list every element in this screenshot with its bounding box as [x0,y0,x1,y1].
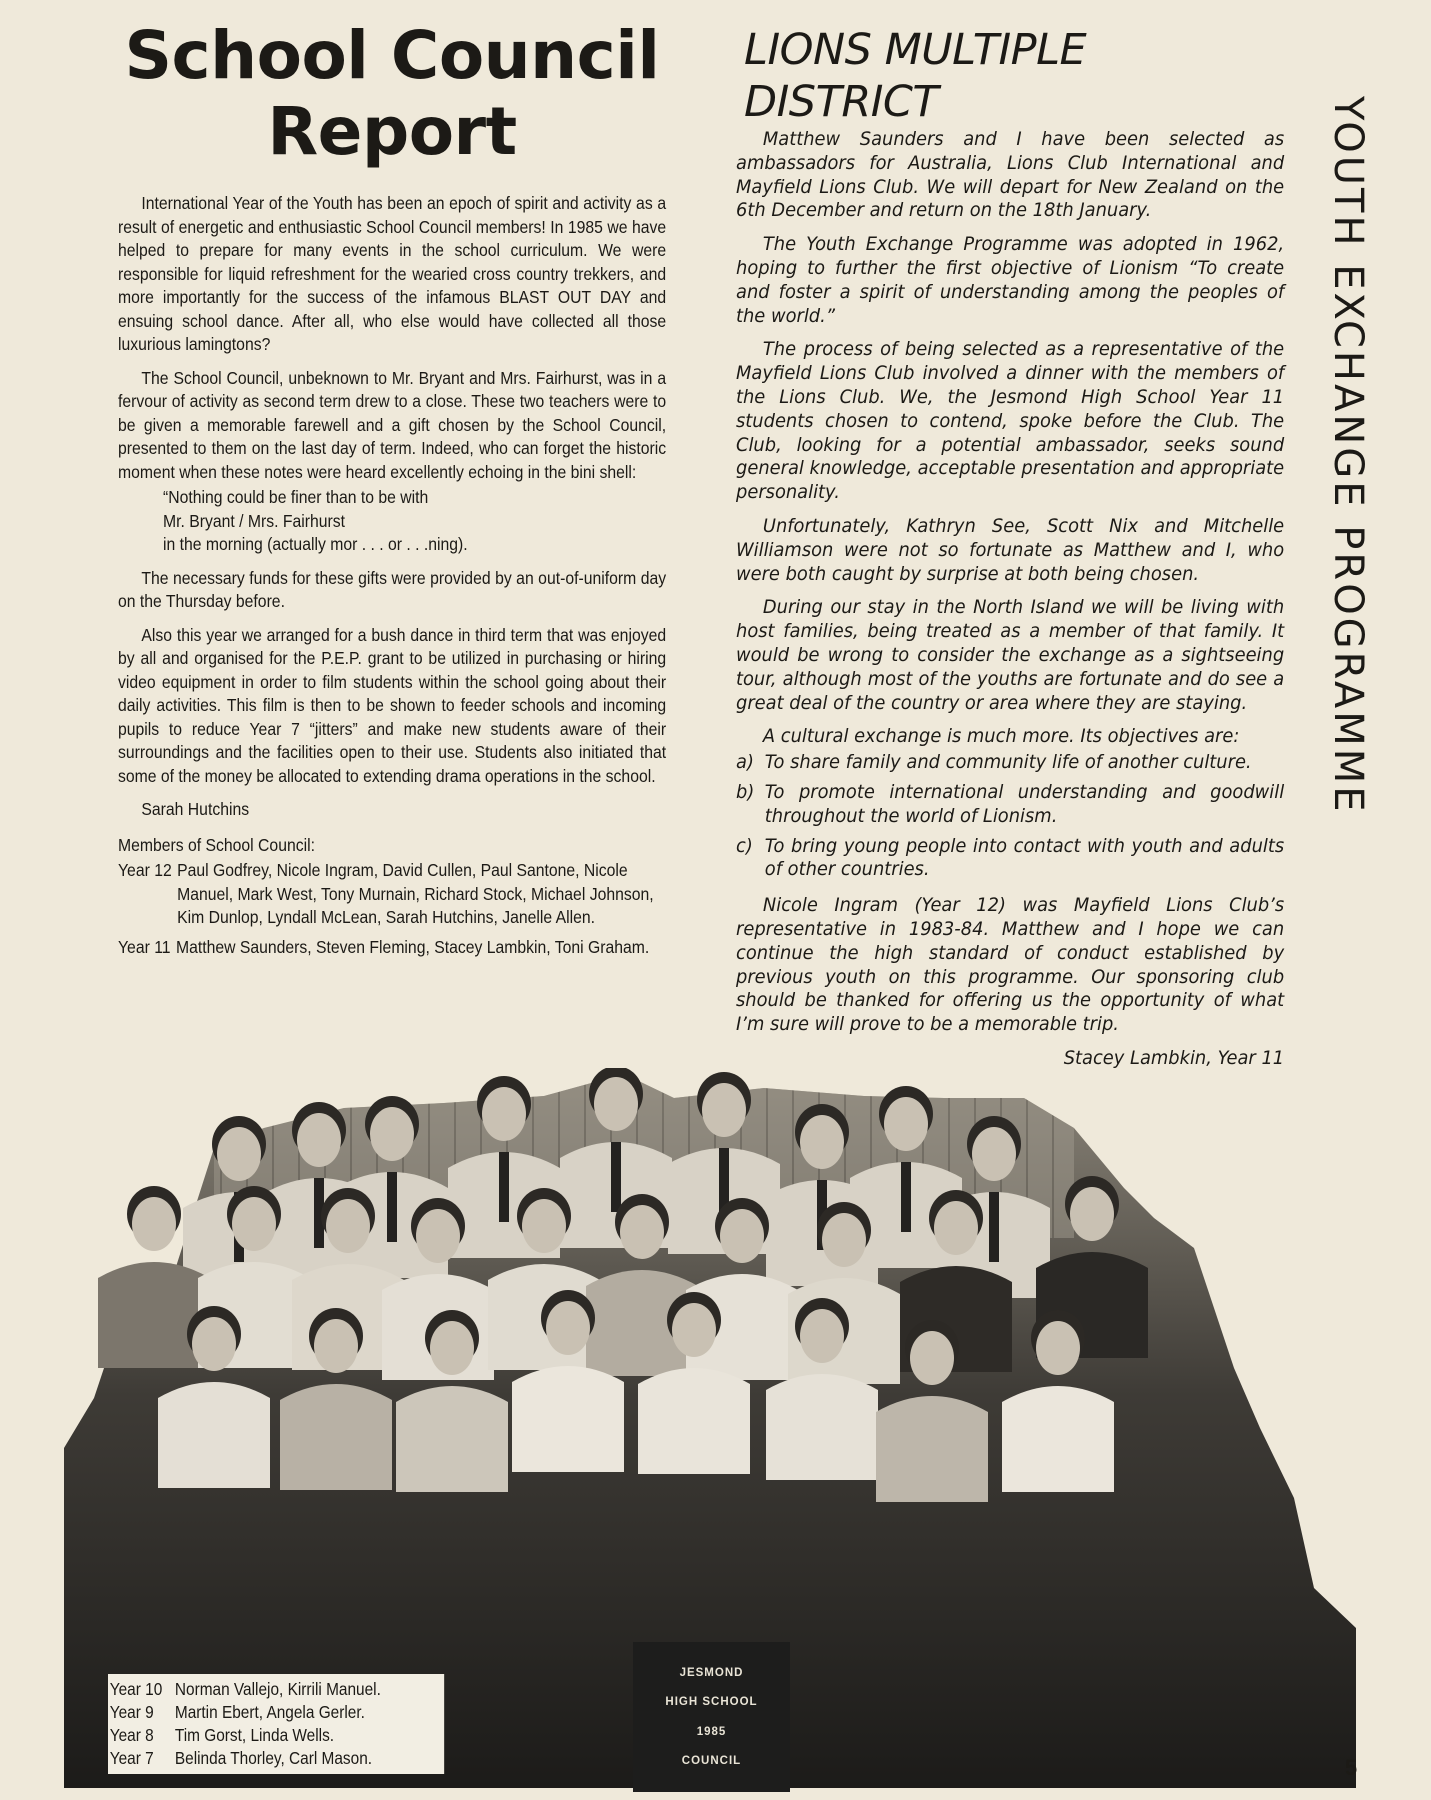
person-face [430,1321,474,1375]
school-name-board [633,1642,790,1792]
person-body [158,1382,270,1488]
paragraph: International Year of the Youth has been an epoch of spirit and activity as a result of energetic and enthusiastic School Council members! In 1985 we have helped to prepare for many events in the school curriculum. We were responsible for liquid refreshment for the wearied cross country trekkers, and more importantly for the success of the infamous BLAST OUT DAY and ensuing school dance. After all, who else would have collected all those luxurious lamingtons? [118,193,667,354]
person-tie [499,1152,509,1222]
author-signature: Sarah Hutchins [141,799,250,819]
photo-caption [108,1674,444,1774]
person-face [1036,1321,1080,1375]
person-tie [989,1192,999,1262]
caption-names: Martin Ebert, Angela Gerler. [174,1702,365,1722]
person-face [416,1209,460,1263]
person-body [512,1366,624,1472]
person-face [800,1115,844,1169]
paragraph: During our stay in the North Island we will be living with host families, being treated as a member of that family. It would be wrong to consider the exchange as a sightseeing tour, although most of the youths are fortunate and do see a great deal of the country or area where they are staying. [736,597,1285,714]
objective-text: To bring young people into contact with youth and adults of other countries. [764,835,1285,881]
school-council-report [118,18,666,965]
paragraph: Matthew Saunders and I have been selected as ambassadors for Australia, Lions Club International and Mayfield Lions Club. We will depart for New Zealand on the 6th December and return on the 18th January. [736,129,1285,222]
board-line: HIGH SCHOOL [665,1696,758,1708]
board-line: 1985 [696,1726,727,1738]
verse-line: “Nothing could be finer than to be with [163,487,429,507]
person-body [876,1396,988,1502]
author-signature: Stacey Lambkin, Year 11 [1063,1047,1285,1069]
person-body [1002,1386,1114,1492]
paragraph: Nicole Ingram (Year 12) was Mayfield Lions Club’s representative in 1983-84. Matthew and I hope we can continue the high standard of conduct established by previous youth on this programme. Our sponsoring club should be thanked for offering us the opportunity of what I’m sure will prove to be a memorable trip. [736,895,1285,1036]
side-title [1318,96,1378,816]
person-face [546,1301,590,1355]
caption-year: Year 8 [109,1725,154,1745]
lions-title: LIONS MULTIPLE DISTRICT [744,25,1087,127]
member-year: Year 11 [118,936,171,957]
board-line: JESMOND [679,1667,744,1679]
paragraph: A cultural exchange is much more. Its objectives are: [762,726,1240,748]
objective-item [736,781,1284,829]
person-face [314,1319,358,1373]
objective-item [736,835,1284,883]
objective-letter: b) [736,781,755,803]
caption-row [110,1678,436,1701]
paragraph: Unfortunately, Kathryn See, Scott Nix and Mitchelle Williamson were not so fortunate as Matthew and I, who were both caught by surprise at both being chosen. [736,515,1285,585]
member-names: Paul Godfrey, Nicole Ingram, David Cullen, Paul Santone, Nicole Manuel, Mark West, Tony Murnain, Richard Stock, Michael Johnson, Kim Dunlop, Lyndall McLean, Sarah Hutchins, Janelle Allen. [177,860,654,927]
person-tie [387,1172,397,1242]
members-heading: Members of School Council: [118,834,315,855]
caption-row [110,1701,436,1724]
person-body [766,1374,878,1480]
person-face [217,1127,261,1181]
person-face [972,1127,1016,1181]
title-line-2: Report [267,93,517,170]
person-body [396,1386,508,1492]
article-title [118,18,666,170]
page-number: 5 [1344,1755,1358,1780]
verse-line: Mr. Bryant / Mrs. Fairhurst [163,510,346,531]
person-face [522,1199,566,1253]
paragraph: The School Council, unbeknown to Mr. Bryant and Mrs. Fairhurst, was in a fervour of activity as second term drew to a close. These two teachers were to be given a memorable farewell and a gift chosen by the School Council, presented to them on the last day of term. Indeed, who can forget the historic moment when these notes were heard excellently echoing in the bini shell: [118,367,667,482]
person-face [702,1083,746,1137]
member-row [118,859,666,930]
board-line: COUNCIL [681,1755,742,1767]
side-title-text: YOUTH EXCHANGE PROGRAMME [1325,96,1371,815]
person-face [1070,1187,1114,1241]
person-face [884,1097,928,1151]
person-tie [611,1142,621,1212]
verse-line: in the morning (actually mor . . . or . . .ning). [163,534,468,554]
person-body [280,1384,392,1490]
title-line-1: School Council [124,17,660,94]
person-face [594,1077,638,1131]
caption-names: Tim Gorst, Linda Wells. [174,1725,335,1745]
lions-body [736,128,1284,1071]
person-face [482,1087,526,1141]
objective-text: To promote international understanding and goodwill throughout the world of Lionism. [764,781,1285,827]
person-face [822,1213,866,1267]
member-row [118,936,666,960]
paragraph: The necessary funds for these gifts were provided by an out-of-uniform day on the Thursday before. [118,567,667,611]
caption-year: Year 10 [109,1679,163,1699]
person-body [638,1368,750,1474]
person-face [326,1199,370,1253]
caption-names: Belinda Thorley, Carl Mason. [174,1748,373,1768]
person-face [720,1209,764,1263]
person-face [934,1201,978,1255]
objective-letter: c) [736,835,753,857]
objective-item [736,751,1284,775]
objective-text: To share family and community life of another culture. [764,752,1252,774]
person-face [672,1303,716,1357]
person-face [132,1197,176,1251]
objective-letter: a) [736,752,754,774]
lions-article [736,24,1284,1071]
paragraph: Also this year we arranged for a bush dance in third term that was enjoyed by all and organised for the P.E.P. grant to be utilized in purchasing or hiring video equipment in order to film students within the school going about their daily activities. This film is then to be shown to feeder schools and incoming pupils to reduce Year 7 “jitters” and make new students aware of their surroundings and the facilities open to their use. Students also initiated that some of the money be allocated to extending drama operations in the school. [118,624,667,786]
member-year: Year 12 [118,860,172,880]
caption-year: Year 9 [109,1702,154,1722]
paragraph: The Youth Exchange Programme was adopted in 1962, hoping to further the first objective of Lionism “To create and foster a spirit of understanding among the peoples of the world.” [736,234,1285,327]
caption-year: Year 7 [109,1748,154,1768]
member-names: Matthew Saunders, Steven Fleming, Stacey Lambkin, Toni Graham. [175,936,650,957]
person-face [192,1317,236,1371]
person-face [800,1309,844,1363]
person-face [232,1197,276,1251]
person-face [910,1331,954,1385]
person-face [370,1107,414,1161]
caption-row [110,1724,436,1747]
person-face [620,1205,664,1259]
person-face [297,1113,341,1167]
paragraph: The process of being selected as a representative of the Mayfield Lions Club involved a dinner with the members of the Lions Club. We, the Jesmond High School Year 11 students chosen to contend, spoke before the Club. The Club, looking for a potential ambassador, seeks sound general knowledge, acceptable presentation and appropriate personality. [736,339,1285,504]
caption-names: Norman Vallejo, Kirrili Manuel. [174,1679,381,1699]
article-body [118,192,666,959]
caption-row [110,1747,436,1770]
person-tie [901,1162,911,1232]
